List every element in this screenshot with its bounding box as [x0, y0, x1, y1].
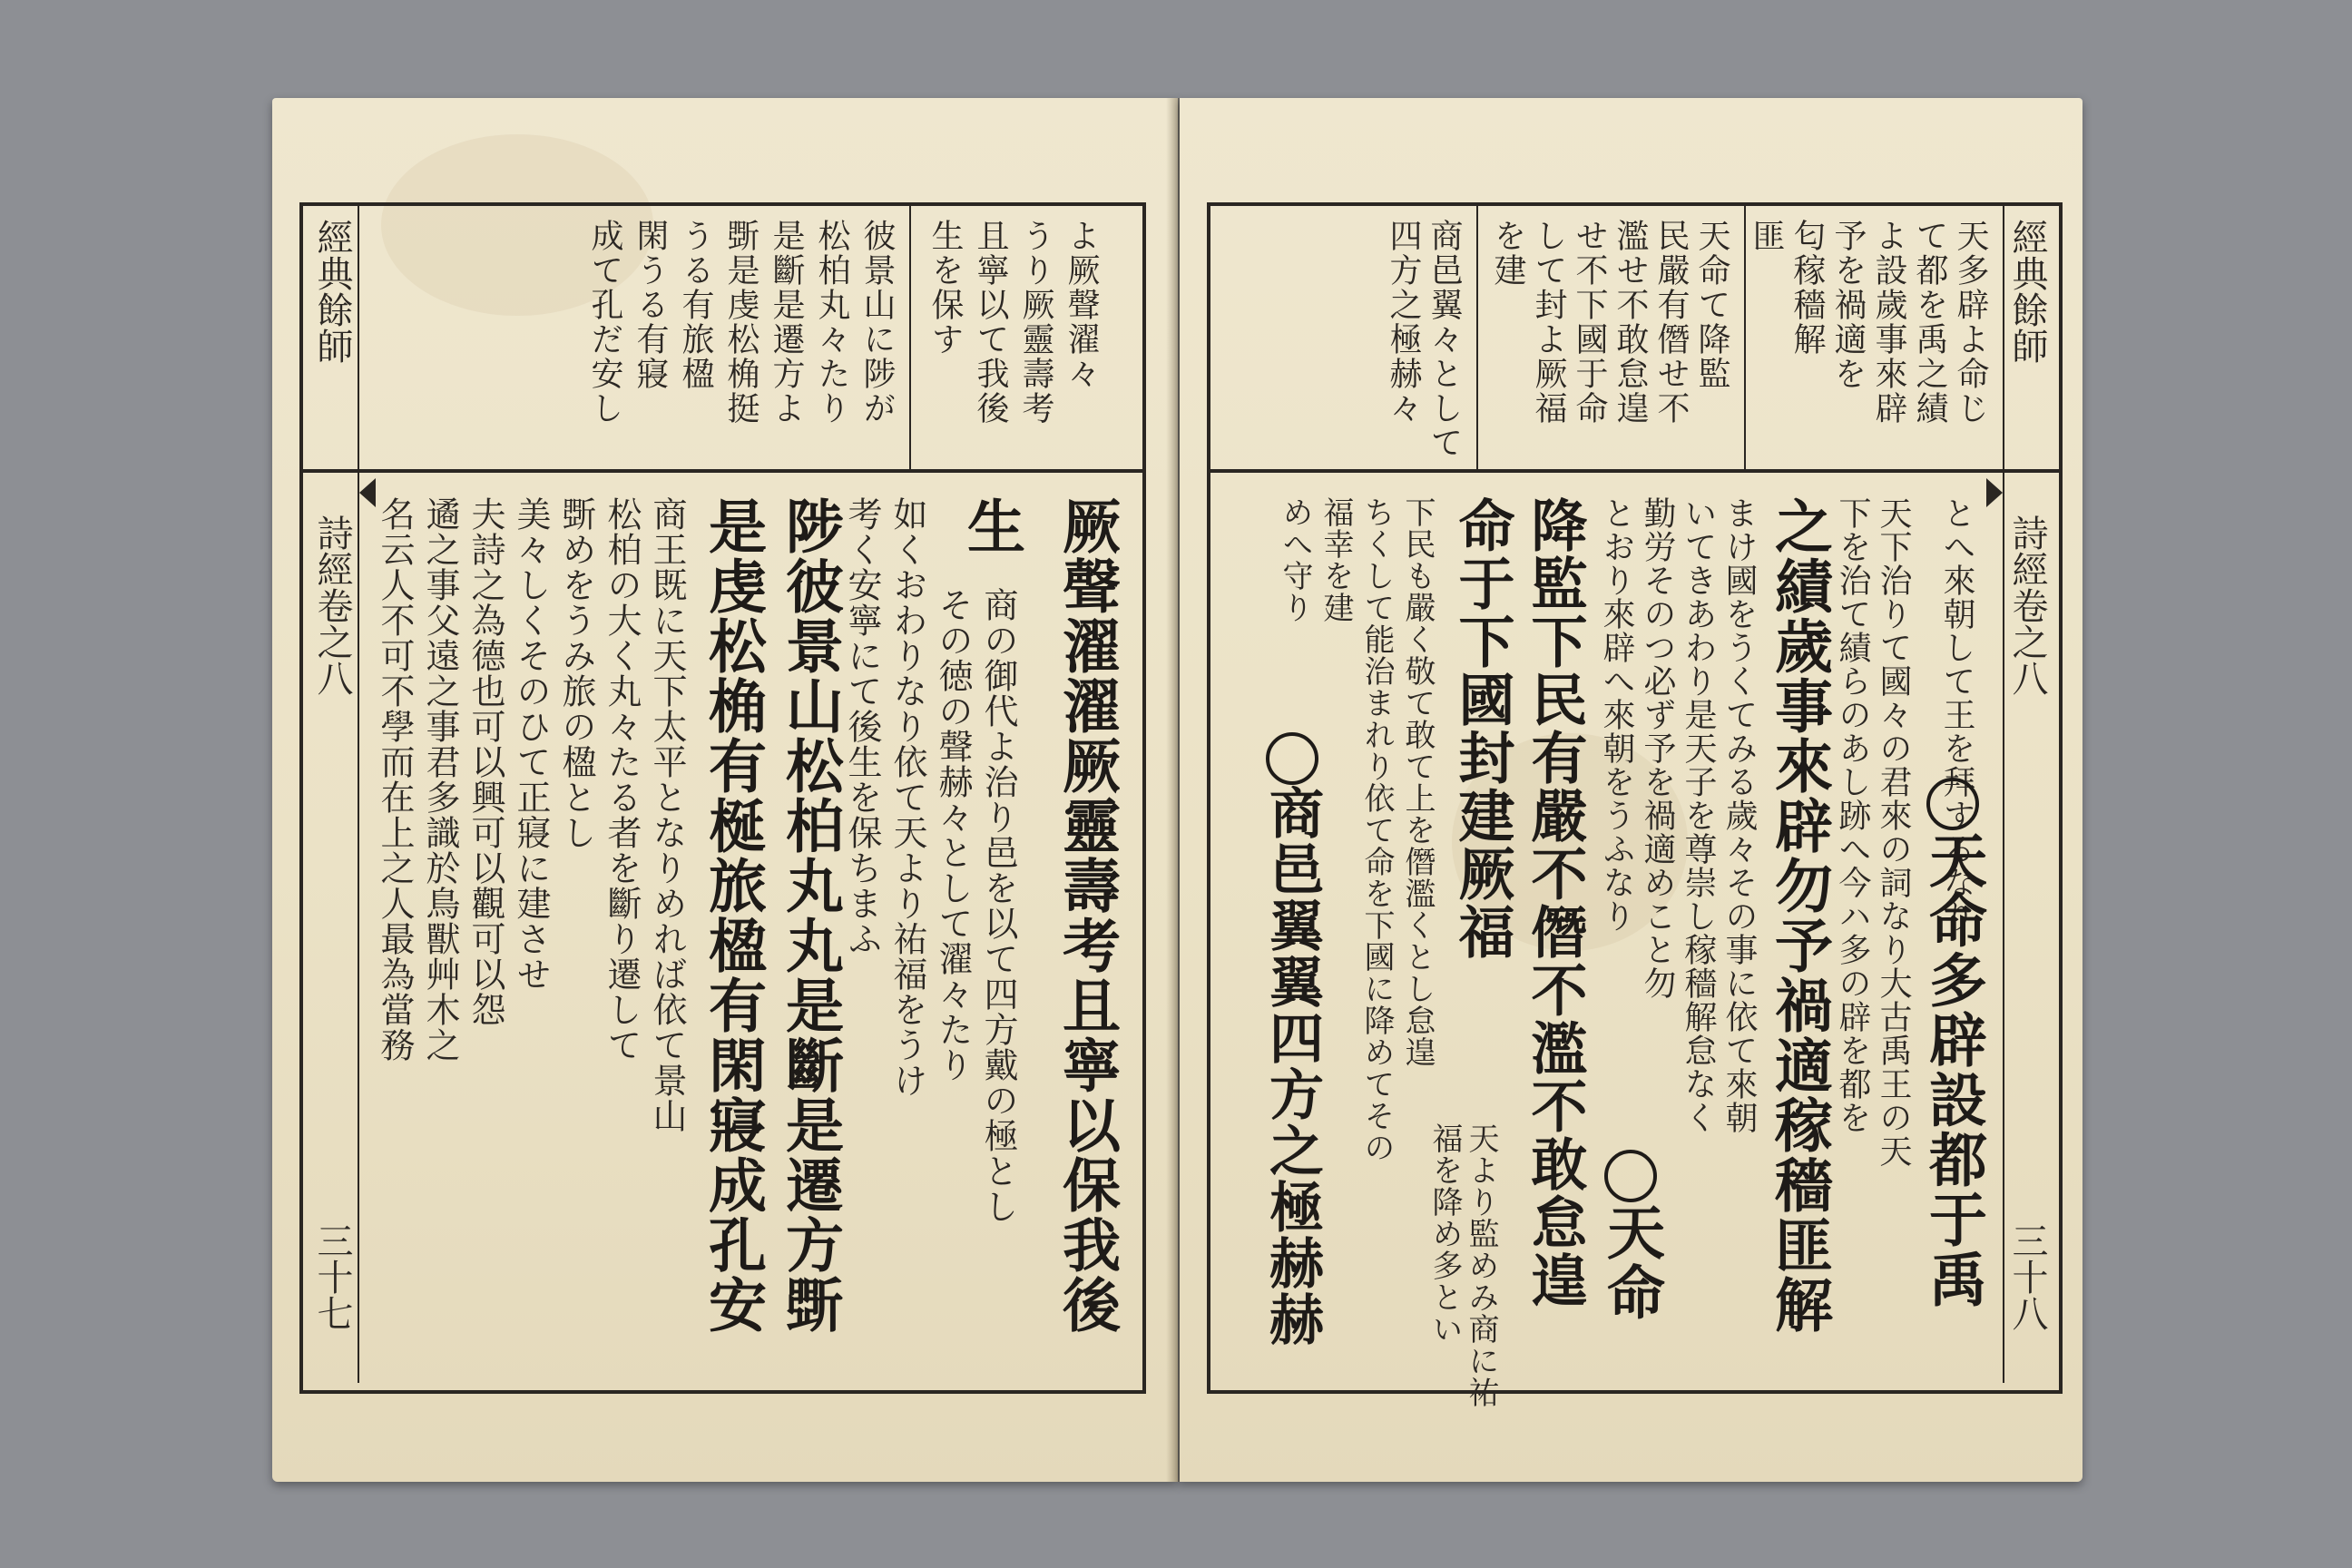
commentary-line: 下民も嚴く敬て敢て上を僭濫くとし怠遑	[1399, 496, 1436, 1068]
section-circle-mark	[1926, 778, 1979, 830]
head-note: よ厥聲濯々	[1063, 219, 1100, 391]
commentary-line: 勤労そのつ必ず予を禍適めこと勿	[1639, 496, 1676, 1000]
commentary-line: 斲めをうみ旅の楹とし	[556, 496, 596, 850]
main-text-line: 厥聲濯濯厥靈壽考且寧以保我後	[1053, 496, 1121, 1335]
commentary-line: 如くおわりなり依て天より祐福をうけ	[887, 496, 927, 1098]
head-note: を建	[1489, 219, 1526, 288]
head-note: 閑うる有寢	[632, 219, 669, 391]
right-page	[1180, 98, 2082, 1482]
head-note: 天多辟よ命じ	[1952, 219, 1989, 426]
commentary-line: 天より監めみ商に祐	[1463, 1122, 1499, 1408]
open-book	[272, 98, 2082, 1482]
main-text-line: 命于下國封建厥福	[1449, 496, 1515, 961]
margin-subtitle: 詩經卷之八	[311, 514, 353, 696]
head-note: うり厥靈壽考	[1017, 219, 1054, 426]
head-note: 是斷是遷方よ	[768, 219, 805, 426]
head-note: 且寧以て我後	[972, 219, 1009, 426]
commentary-line: いてきあわり是天子を尊崇し稼穡解怠なく	[1680, 496, 1717, 1134]
margin-divider	[2003, 206, 2004, 1383]
main-text-line: 是虔松桷有梴旅楹有閑寢成孔安	[699, 496, 767, 1335]
head-note: せ不下國于命	[1571, 219, 1608, 426]
commentary-line: めへ守り	[1277, 496, 1313, 623]
head-note: よ設歲事來辟	[1870, 219, 1907, 426]
commentary-line: 松柏の大く丸々たる者を斷り遷して	[602, 496, 642, 1063]
margin-subtitle: 詩經卷之八	[2006, 514, 2048, 696]
commentary-line: その徳の聲赫々として濯々たり	[933, 587, 973, 1083]
commentary-line: まけ國をうくてみる歲々その事に依て來朝	[1720, 496, 1758, 1134]
head-note: 商邑翼々として	[1426, 219, 1463, 460]
commentary-line: 天下治りて國々の君來の詞なり大古禹王の天	[1875, 496, 1912, 1168]
main-text-line: 陟彼景山松柏丸丸是斷是遷方斲	[776, 496, 844, 1335]
main-text-line: 生	[957, 496, 1025, 556]
head-note: 天命て降監	[1693, 219, 1730, 391]
commentary-line: 遹之事父遠之事君多識於鳥獸艸木之	[420, 496, 460, 1063]
column-divider	[909, 206, 911, 469]
head-note: 斲是虔松桷挺	[722, 219, 760, 426]
column-divider	[1476, 206, 1478, 469]
main-text-line: 天命多辟設都于禹	[1924, 778, 1982, 1386]
commentary-line: 商の御代よ治り邑を以て四方戴の極とし	[978, 587, 1018, 1224]
head-note: うる有旅楹	[677, 219, 714, 391]
left-page	[272, 98, 1178, 1482]
head-note: 生を保す	[926, 219, 964, 357]
margin-title: 經典餘師	[311, 219, 353, 364]
folio-number: 三十八	[2006, 1222, 2048, 1331]
main-text-line: 降監下民有嚴不僭不濫不敢怠遑	[1522, 496, 1588, 1309]
head-note: 匂稼穡解	[1788, 219, 1826, 357]
head-note: て都を禹之績	[1911, 219, 1948, 426]
margin-title: 經典餘師	[2006, 219, 2048, 364]
head-note: 彼景山に陟が	[858, 219, 896, 426]
column-divider	[1744, 206, 1746, 469]
head-note: 四方之極赫々	[1385, 219, 1422, 426]
main-text-line: 商邑翼翼四方之極赫赫	[1265, 732, 1319, 1386]
main-text-line: 天命	[1602, 1150, 1660, 1386]
head-note: 予を禍適を	[1829, 219, 1867, 391]
margin-divider	[358, 206, 359, 1383]
commentary-line: ちくして能治まれり依て命を下國に降めてその	[1358, 496, 1395, 1163]
section-circle-mark	[1604, 1150, 1657, 1202]
fishtail-mark	[1986, 478, 2003, 507]
head-note: 成て孔だ安し	[586, 219, 623, 426]
commentary-line: とへ來朝して王を拜するなり	[1938, 496, 1975, 933]
head-note: 民嚴有僭せ不	[1652, 219, 1690, 426]
folio-number: 三十七	[311, 1222, 353, 1331]
headnote-rule	[1210, 469, 2059, 473]
commentary-line: 夫詩之為德也可以興可以觀可以怨	[466, 496, 505, 1027]
right-page-frame	[1207, 202, 2063, 1408]
head-note: 濫せ不敢怠遑	[1612, 219, 1649, 426]
commentary-line: 考く安寧にて後生を保ちまふ	[842, 496, 882, 956]
main-text-line: 之績歲事來辟勿予禍適稼穡匪解	[1765, 496, 1833, 1335]
commentary-line: 商王既に天下太平となりめれば依て景山	[647, 496, 687, 1133]
commentary-line: 下を治て績らのあし跡へ今ハ多の辟を都を	[1834, 496, 1871, 1134]
commentary-line: 福幸を建	[1318, 496, 1354, 623]
commentary-line: 美々しくそのひて正寢に建させ	[511, 496, 551, 992]
commentary-line: 福を降め多とい	[1426, 1122, 1463, 1345]
head-note: 匪	[1748, 219, 1785, 253]
fishtail-mark	[359, 478, 376, 507]
section-circle-mark	[1266, 732, 1318, 785]
headnote-rule	[303, 469, 1142, 473]
commentary-line: 名云人不可不學而在上之人最為當務	[375, 496, 415, 1063]
commentary-line: とおり來辟へ來朝をうふなり	[1598, 496, 1635, 933]
left-page-frame	[299, 202, 1146, 1394]
head-note: して封よ厥福	[1530, 219, 1567, 426]
head-note: 松柏丸々たり	[813, 219, 850, 426]
